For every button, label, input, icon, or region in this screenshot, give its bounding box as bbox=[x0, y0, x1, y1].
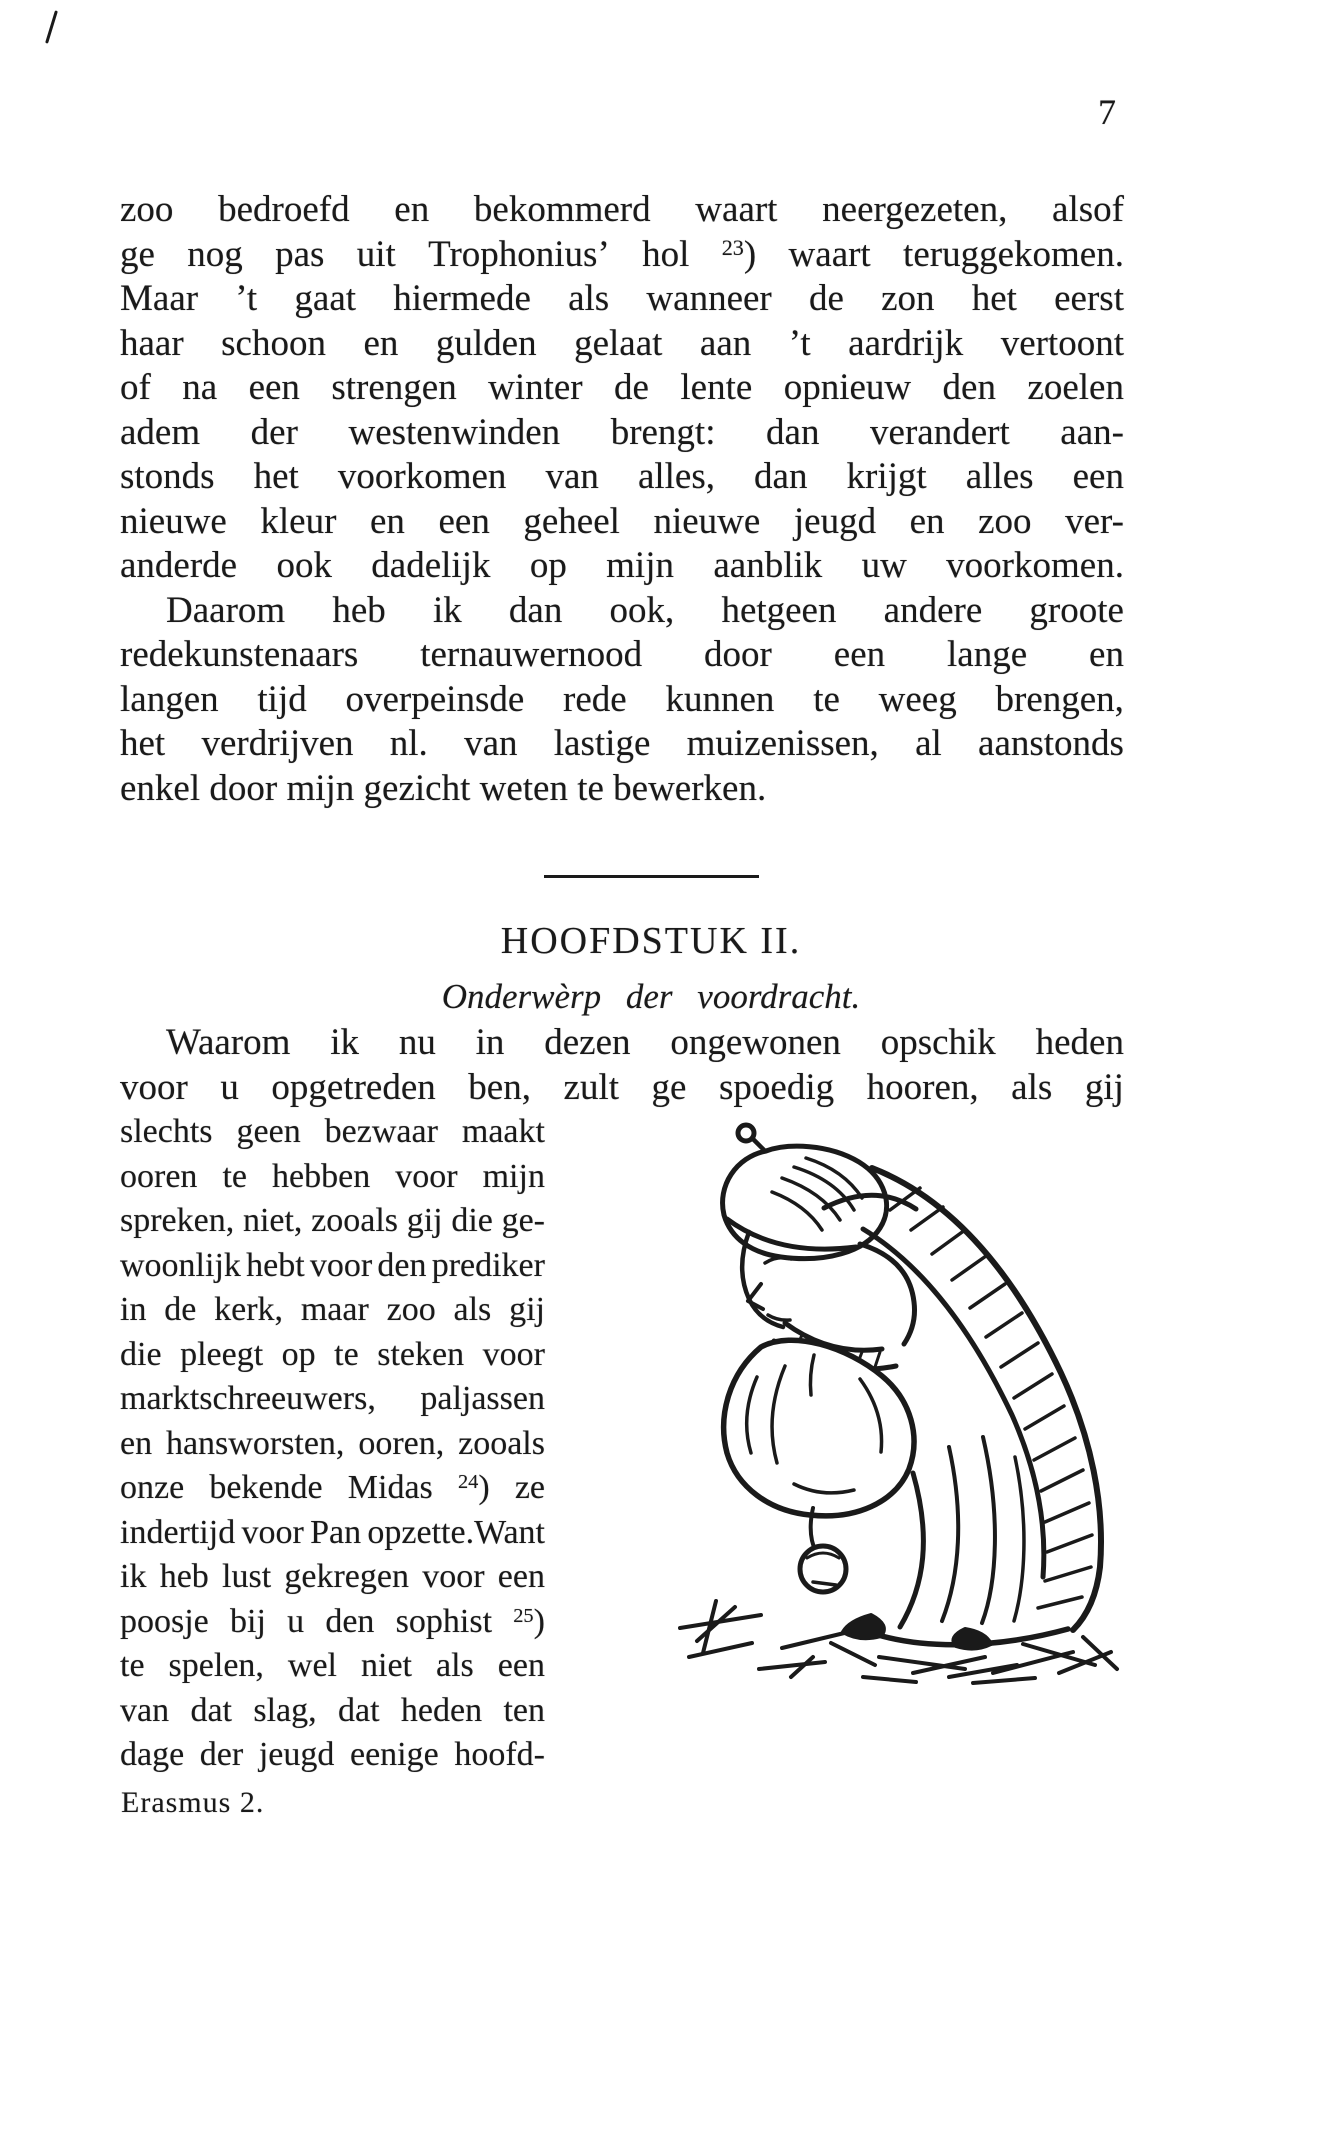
text-line: in de kerk, maar zoo als gij bbox=[120, 1291, 545, 1328]
text-line: ooren te hebben voor mijn bbox=[120, 1157, 545, 1195]
text-line: ge nog pas uit Trophonius’ hol $^{23}$) waart teruggekomen. bbox=[120, 233, 1124, 275]
page-number: 7 bbox=[1098, 92, 1116, 132]
text-line: spreken, niet, zooals gij die ge- bbox=[120, 1202, 545, 1239]
text-line: van dat slag, dat heden ten bbox=[120, 1691, 545, 1729]
text-line: indertijd voor Pan opzette.Want bbox=[120, 1513, 545, 1551]
text-line: Waarom ik nu in dezen ongewonen opschik heden bbox=[166, 1022, 1124, 1063]
woodcut-illustration bbox=[664, 1116, 1124, 1691]
text-line: ik heb lust gekregen voor een bbox=[120, 1558, 545, 1595]
text-line: stonds het voorkomen van alles, dan krijgt alles een bbox=[120, 456, 1124, 497]
text-line: of na een strengen winter de lente opnieuw den zoelen bbox=[120, 367, 1124, 408]
text-line: Daarom heb ik dan ook, hetgeen andere groote bbox=[166, 589, 1124, 631]
chapter-subtitle: Onderwèrp der voordracht. bbox=[441, 977, 861, 1016]
scan-artifact-mark bbox=[45, 10, 58, 43]
text-line: te spelen, wel niet als een bbox=[120, 1647, 545, 1684]
text-line: onze bekende Midas $^{24}$) ze bbox=[120, 1469, 545, 1506]
text-line: marktschreeuwers, paljassen bbox=[120, 1380, 545, 1417]
text-line: enkel door mijn gezicht weten te bewerken. bbox=[120, 767, 767, 809]
paragraph-3-full-width bbox=[120, 1021, 1124, 1110]
paragraph-3-column bbox=[120, 1110, 545, 1778]
paragraph-2 bbox=[120, 589, 1124, 812]
text-line: zoo bedroefd en bekommerd waart neergezeten, alsof bbox=[120, 189, 1124, 230]
text-line: langen tijd overpeinsde rede kunnen te weeg brengen, bbox=[120, 678, 1124, 720]
text-wrap-row bbox=[120, 1110, 1124, 1778]
text-line: nieuwe kleur en een geheel nieuwe jeugd en zoo ver- bbox=[120, 500, 1124, 542]
text-line: adem der westenwinden brengt: dan verandert aan- bbox=[120, 411, 1124, 453]
text-line: redekunstenaars ternauwernood door een lange en bbox=[120, 634, 1124, 675]
chapter-heading: HOOFDSTUK II. bbox=[500, 920, 802, 962]
text-line: anderde ook dadelijk op mijn aanblik uw voorkomen. bbox=[120, 545, 1124, 586]
page-content bbox=[120, 188, 1124, 1778]
text-line: slechts geen bezwaar maakt bbox=[120, 1113, 545, 1150]
text-line: het verdrijven nl. van lastige muizenissen, al aanstonds bbox=[120, 723, 1124, 764]
printer-signature: Erasmus 2. bbox=[121, 1786, 265, 1819]
paragraph-1 bbox=[120, 188, 1124, 589]
cloak-hatching bbox=[890, 1188, 1092, 1608]
text-line: haar schoon en gulden gelaat aan ’t aardrijk vertoont bbox=[120, 322, 1124, 364]
text-line: en hansworsten, ooren, zooals bbox=[120, 1424, 545, 1462]
text-line: poosje bij u den sophist $^{25}$) bbox=[120, 1602, 545, 1640]
text-line: woonlijk hebt voor den prediker bbox=[120, 1246, 545, 1284]
woodcut-folly-figure-svg bbox=[664, 1116, 1124, 1691]
section-divider-rule bbox=[544, 875, 759, 878]
text-line: die pleegt op te steken voor bbox=[120, 1335, 545, 1373]
text-line: Maar ’t gaat hiermede als wanneer de zon het eerst bbox=[120, 278, 1124, 319]
text-line: voor u opgetreden ben, zult ge spoedig hooren, als gij bbox=[120, 1066, 1124, 1108]
figure-group bbox=[723, 1125, 1101, 1649]
text-line: dage der jeugd eenige hoofd- bbox=[120, 1736, 545, 1773]
